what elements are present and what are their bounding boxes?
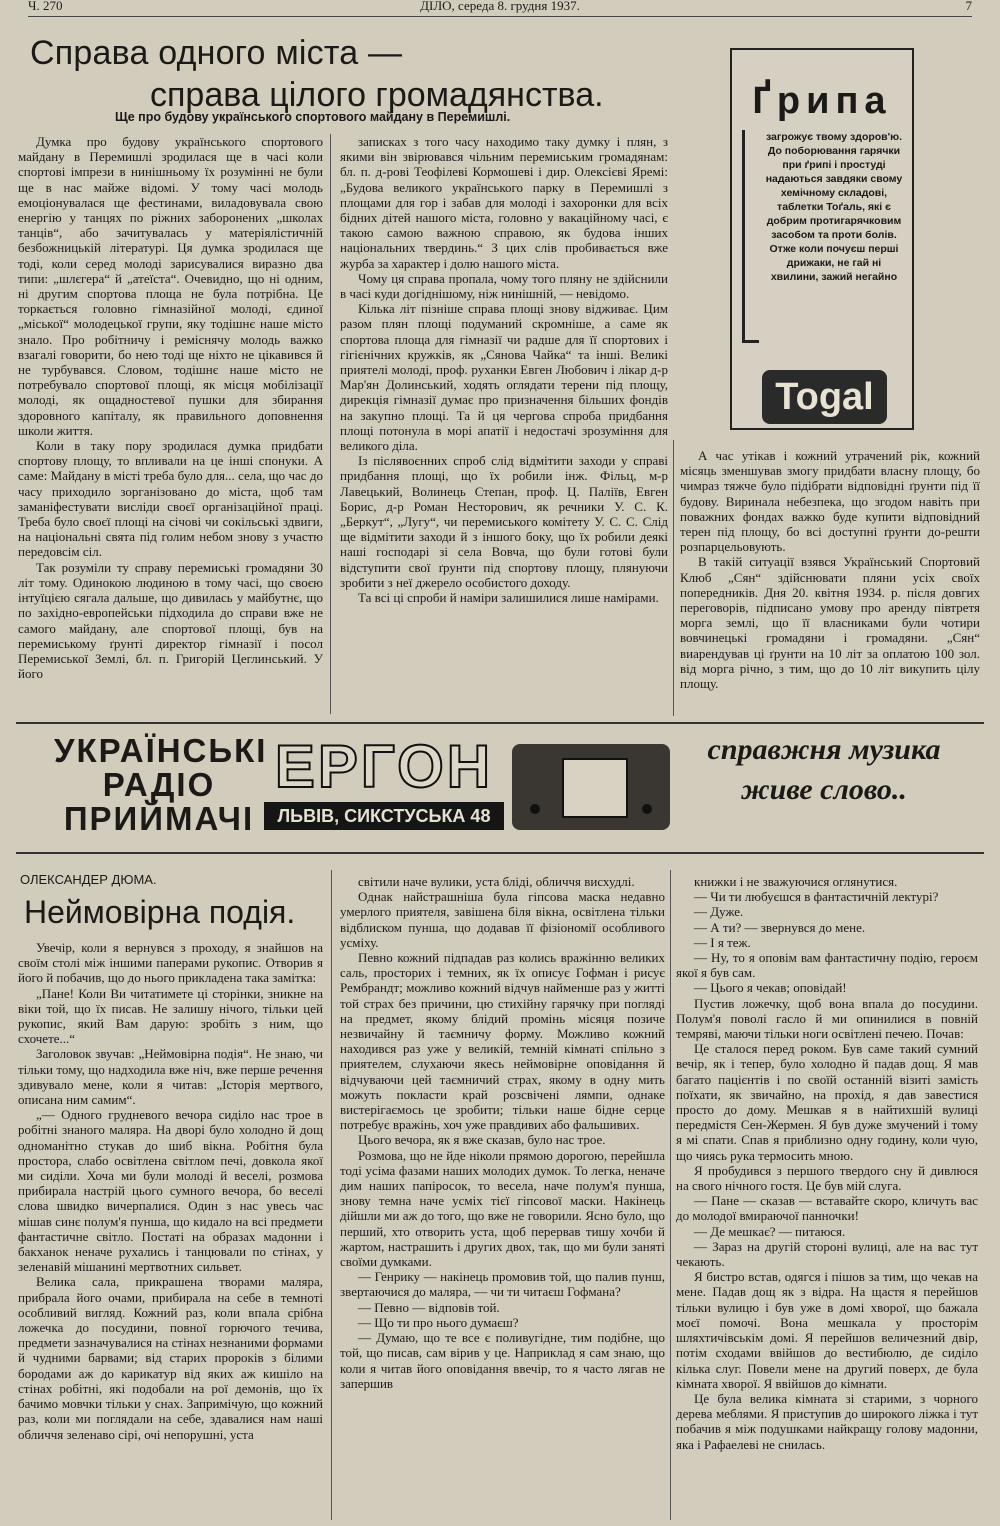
- paragraph: — І я теж.: [694, 934, 751, 950]
- paragraph: А час утікав і кожний утрачений рік, кожний місяць зменшував змогу придбати власну площу, бо чимраз тяжче було підібрати відповідні ґрунти під її будову. Виринала небезпека, що згодом навіть при поважних фондах важко буде купити відповідний терен під площу, бо всі доступні ґрунти до-решти розпарцельовують.: [680, 448, 980, 555]
- article-title-line2: справа цілого громадянства.: [150, 76, 604, 114]
- brand-name: ЕРГОН: [274, 733, 494, 800]
- ad-title: Ґрипа: [752, 80, 892, 122]
- paragraph: Увечір, коли я вернувся з проходу, я знайшов на своїм столі між іншими паперами рукопис. Отворив я його й побачив, що до нього прикладена така замітка:: [18, 940, 323, 986]
- paragraph: Розмова, що не йде ніколи прямою дорогою, перейшла тоді усіма фазами наших молодих думок. То легка, неначе дим наших папіросок, то весела, наче полум'я пунша, знову темна наче усміх тієї гіпсової маски. Накінець дійшли ми аж до того, що вже не говорили. Ясно було, що перший, хто отворить уста, щоб перервав тишу хочби й жартом, настрашить і других двох, так, що ми були заняті своїми думками.: [340, 1147, 665, 1270]
- banner-brand-block: [264, 733, 504, 828]
- paragraph: — А ти? — звернувся до мене.: [694, 919, 866, 935]
- paragraph: — Пане — сказав — вставайте скоро, кличуть вас до молодої вмираючої панночки!: [676, 1193, 978, 1224]
- togal-advertisement: [730, 48, 914, 430]
- section-rule: [16, 722, 984, 724]
- story-author: ОЛЕКСАНДЕР ДЮМА.: [20, 872, 157, 887]
- paragraph: „— Одного грудневого вечора сиділо нас трое в робітні знаного маляра. На дворі було холодно й дощ одноманітно стукав до шиб вікна. Робітня була простора, слабо освітлена світлом печі, довкола якої ми сиділи. Хоча ми були молоді й веселі, розмова прибирала настрій цього сумного вечора, бо веселі слова швидко вичерпалися. Один з нас увесь час мішав синє полум'я пунша, що кидало на всі предмети фантастичне світло. Постаті на образах мадонни і бакханок неначе рухались і танцювали по стінах, у зеленавій мішанині мертвотних сильвет.: [18, 1107, 323, 1275]
- story-column-1: [18, 940, 323, 1518]
- banner-line: РАДІО: [102, 766, 216, 803]
- story-column-2: [340, 874, 665, 1520]
- paragraph: — Дуже.: [694, 904, 744, 920]
- paragraph: Це сталося перед роком. Був саме такий сумний вечір, як і тепер, було холодно й падав дощ. Я мав багато пацієнтів і по своїй останній візиті замість поїхати, як звичайно, на прохід, я дав завестися просто до дому. Мешкав я в найтихшій вулиці передмістя Сен-Жермен. Я був дуже змучений і тому я мі спати. Спав я приблизно одну годину, коли чую, що чиясь рука термосить мною.: [676, 1041, 978, 1163]
- paragraph: — Певно — відповів той.: [358, 1299, 500, 1315]
- story-title: Неймовірна подія.: [24, 894, 296, 930]
- paragraph: Певно кожний підпадав раз колись вражінню великих саль, просторих і темних, як їх описує Гофман і рисує Рембрандт; можливо кожний відчув найменше раз у житті той страх без причини, цю стихійну гарячку при погляді на предмет, якому блідий промінь місяця позиче незвичайну й таємничу форму. Можливо кожний находився раз уже у великій, темній кімнаті спільно з приятелем, слухаючи якесь неймовірне оповідання й відчуваючи цей таємничий страх, якому в одну мить можуть покласти край розсвічені лямпи, однаке вистерігаємось це зробити; тільки наше бідне серце потребує вражінь, хоч уже правдивих або фальшивих.: [340, 950, 665, 1133]
- paragraph: Так розуміли ту справу перемиські громадяни 30 літ тому. Одинокою людиною в тому часі, що своєю інтуїцією сягала дальше, що дивилась у майбутнє, що по західно-европейськи підходила до справи вже не самого майдану, але спортової площі, був на перемиському ґрунті директор гімназії і посол Перемиської Землі, бл. п. Григорій Цеглинський. У його: [18, 559, 323, 682]
- paragraph: Заголовок звучав: „Неймовірна подія“. Не знаю, чи тільки тому, що надходила вже ніч, вже перше речення здивувало мене, коли я читав: „Історія мертвого, описана ним самим“.: [18, 1046, 323, 1108]
- banner-line: УКРАЇНСЬКІ: [54, 732, 268, 769]
- brand-address: ЛЬВІВ, СИКСТУСЬКА 48: [264, 802, 504, 830]
- paragraph: Пустив ложечку, щоб вона впала до посудини. Полум'я повoлі гасло й ми опинилися в повній темряві, маючи тільки ноги освітлені печею. Почав:: [676, 995, 978, 1042]
- article-column-2: [340, 134, 668, 714]
- ergon-radio-banner: [14, 730, 986, 840]
- column-divider: [673, 440, 674, 716]
- paragraph: книжки і не зважуючися оглянутися.: [694, 874, 898, 889]
- paragraph: Чому ця справа пропала, чому того пляну не здійснили в часі куди догіднішому, ніж нинішній, — невідомо.: [340, 270, 668, 302]
- paragraph: Я бистро встав, одягся і пішов за тим, що чекав на мене. Падав дощ як з відра. На щастя я перейшов тільки вулицю і був уже в домі хворої, що бажала моєї помочі. Вона мешкала у просторім шляхтичівськім домі. Я перейшов величезний двір, потім сходами ввійшов до вестибюлю, де сиділо кілька слуг. Повели мене на другий поверх, де була кімната хворої. Я ввійшов до кімнати.: [676, 1269, 978, 1391]
- radio-knob-icon: [642, 804, 652, 814]
- paragraph: Коли в таку пору зродилася думка придбати спортову площу, то впливали на це інші спонуки. А саме: Майдану в місті треба було для... села, що час до часу приходило зорганізовано до міста, щоб там заманіфестувати висліди своєї організаційної праці. Треба було своєї площі на січові чи сокільські здвиги, на національні свята під голим небом знову з участю передовсім сіл.: [18, 438, 323, 560]
- paragraph: Велика сала, прикрашена творами маляра, прибрала його очами, прибирала на себе в темноті особливий вигляд. Кожний раз, коли впала срібна ложечка до посудини, повної горючого течива, предмети зазначувалися на стінах незнаними формами й чудними барвами; від старих пророків з білими бородами аж до карикатур від яких аж кишіло на стінах робітні, які подобали на рої демонів, що їх бачимо мовчки тільки у снах. Запримічую, що кожний раз, коли ми поглядали на себе, здавалися нам наші обличчя зеленаво сірі, очі непорушні, уста: [18, 1274, 323, 1442]
- paragraph: — Генрику — накінець промовив той, що палив пунш, звертаючися до маляра, — чи ти читаєш Гофмана?: [340, 1269, 665, 1300]
- paragraph: В такій ситуації взявся Український Спортовий Клюб „Сян“ здійснювати пляни усіх своїх попередників. Дня 20. квітня 1934. р. після довгих переговорів, підписано умову про аренду півтретя морга землі, що її власниками були чотири вовчинецькі громадяни і громадяни. „Сян“ виарендував ці ґрунти на 10 літ за оплатою 100 зол. від морга річно, з тим, що до 10 літ викупить цілу площу.: [680, 554, 980, 692]
- story-column-3: [676, 874, 978, 1520]
- paragraph: Кілька літ пізніше справа площі знову відживає. Цим разом плян площі подуманий скромніше, а саме як спортова площа для гімназії чи радше для її спортових і гігієнічних кружків, як „Сянова Чайка“ та інші. Великі приятелі молоді, проф. руханки Евген Любович і лікар д-р Мар'ян Долинський, ходять оглядати терени під площу, дирекція гімназії думає про призначення більших фондів на закупно площі. Та й ця чергова спроба придбання площі потонула в морі апатії і недостачі зрозуміння для великого діла.: [340, 301, 668, 454]
- paragraph: — Цього я чекав; оповідай!: [694, 980, 847, 996]
- paragraph: Та всі ці спроби й наміри залишилися лише намірами.: [358, 590, 659, 606]
- paragraph: — Думаю, що те все є поливугідне, тим подібне, що той, що писав, сам вірив у це. Наприклад я сам знаю, що коли я читав його оповідання ввечір, то я часто лягав не запершив: [340, 1330, 665, 1391]
- radio-icon: [512, 744, 670, 830]
- paragraph: світили наче вулики, уста бліді, обличчя висхудлі.: [358, 874, 635, 889]
- column-divider: [670, 870, 671, 1520]
- radio-knob-icon: [530, 804, 540, 814]
- banner-line: ПРИЙМАЧІ: [63, 800, 255, 837]
- page-number-right: 7: [965, 0, 972, 13]
- paragraph: Однак найстрашніша була гіпсова маска недавно умерлого приятеля, завішена біля вікна, освітлена тільки відблиском пунша, що додавав її фізіономії особливого усміху.: [340, 889, 665, 950]
- article-column-1: [18, 134, 323, 714]
- column-divider: [330, 134, 331, 714]
- section-rule: [16, 852, 984, 854]
- column-divider: [331, 870, 332, 1520]
- paragraph: Я пробудився з першого твердого сну й дивлюся на свого нічного гостя. Це був мій слуга.: [676, 1162, 978, 1194]
- paragraph: — Зараз на другій стороні вулиці, але на вас тут чекають.: [676, 1238, 978, 1270]
- article-subtitle: Ще про будову українського спортового майдану в Перемишлі.: [115, 110, 511, 124]
- ad-text: загрожує твому здоров'ю. До поборювання гарячки при ґрипі і простуді надаються завдяки свому хемічному складові, таблетки Тоґаль, які є добрим протигарячковим засобом та проти болів. Отже коли почуєш перші дрижаки, не гай ні хвилини, зажий негайно: [765, 131, 903, 283]
- paragraph: „Пане! Коли Ви читатимете ці сторінки, зникне на віки той, що їх писав. Не залишу нічого, тільки цей рукопис, який Вам дарую: зробіть з ним, що схочете...“: [18, 985, 323, 1047]
- paragraph: Цього вечора, як я вже сказав, було нас трое.: [358, 1132, 606, 1148]
- page-number-left: Ч. 270: [28, 0, 63, 13]
- paragraph: — Ну, то я оповім вам фантастичну подію, героєм якої я був сам.: [676, 950, 978, 981]
- masthead-line: ДІЛО, середа 8. грудня 1937.: [420, 0, 580, 13]
- article-title-line1: Справа одного міста —: [30, 34, 403, 72]
- article-column-3: [680, 448, 980, 716]
- paragraph: — Де мешкає? — питаюся.: [694, 1223, 846, 1239]
- paragraph: Думка про будову українського спортового майдану в Перемишлі зродилася ще в часі коли спортові імпрези в нинішньому їх розумінні не були ще в нас майже відомі. У тому часі молодь емоціонувалася ще фестинами, виладовувала свою енергію у танцях по ріжних заборонених „школах танців“, або зачитувалась у матеріялістичній безбожницькій літературі. Ця думка зродилася ще тоді, коли серед молоді зарисувалися виразно два типи: „шлєгера“ й „атеїста“. Очевидно, що ні одним, ні другим спортова площа не була потрібна. Це торкається головно гімназійної молоді, єдиної „міської“ молодецької групи, яку тодішнє наше місто знало. Про робітничу і реміснячу молодь важко взагалі говорити, бо нею тоді ще ніхто не цікавився й не турбувався. Словом, тодішнє наше місто не потребувало спортової площі, як місця мобілізації молоді, як ощадностевої пушки для збирання здоровного капіталу, як правильного доповнення школи життя.: [18, 134, 323, 438]
- banner-slogan: [674, 730, 974, 810]
- radio-dial: [562, 758, 628, 818]
- banner-left-text: [54, 732, 268, 837]
- paragraph: записках з того часу находимо таку думку і плян, з якими він звірювався чільним перемиським громадянам: бл. п. д-рові Теофілеві Кормошеві і дир. Олексієві Яремі: „Будова великого українського парку в Перемишлі з площами для гор і забав для молоді і захоронки для всіх бідних дітей нашого міста, головно у вакаційному часі, є такою самою важною справою, як будова інших національних твердинь.“ З цих слів пробивається вже журба за характер і долю нашого міста.: [340, 134, 668, 271]
- paragraph: Це була велика кімната зі старими, з чорного дерева меблями. Я приступив до широкого ліжка і тут побачив я між подушками найкращу голову мадонни, яка і Рафаелеві не снилась.: [676, 1390, 978, 1452]
- page-header: [28, 0, 972, 17]
- ad-bracket-decoration: [742, 130, 759, 343]
- togal-logo: Togal: [762, 370, 887, 424]
- paragraph: — Чи ти любуєшся в фантастичній лектурі?: [694, 889, 939, 905]
- paragraph: — Що ти про нього думаєш?: [358, 1314, 519, 1330]
- paragraph: Із післявоєнних спроб слід відмітити заходи у справі придбання площі, що їх робили інж. Фільц, м-р Лавецький, Волинець Степан, проф. Ц. Паліїв, Евген Борис, д-р Роман Несторович, як речники У. С. К. „Беркут“, „Лугу“, чи перемиського комітету У. С. С. Слід ще відмітити заходи й з іншого боку, що їх робили деякі наші господарі зі села Вовча, що були готові були відступити свої ґрунти під спортову площу, плянуючи зробити з неї джерело особистого доходу.: [340, 453, 668, 590]
- slogan-line: справжня музика: [707, 733, 941, 766]
- slogan-line: живе слово..: [741, 773, 907, 806]
